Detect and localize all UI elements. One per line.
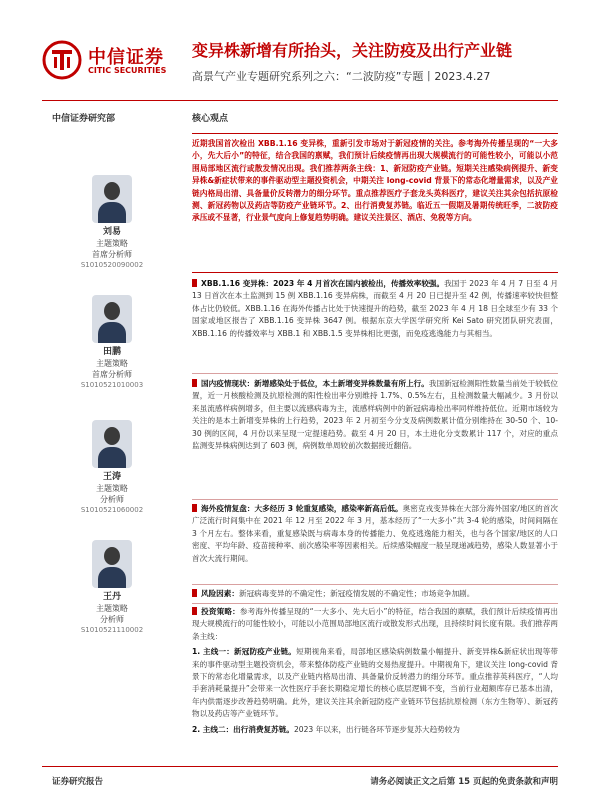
header-divider — [42, 100, 558, 101]
section-title: 核心观点 — [192, 114, 229, 124]
author-role: 主题策略 — [96, 484, 128, 493]
strategy-line-lead: 1. 主线一：新冠防疫产业链。 — [192, 647, 297, 657]
bullet-marker — [192, 589, 197, 597]
department-label: 中信证券研究部 — [52, 114, 116, 124]
paragraph-body: 奥密克戎变异株在大部分海外国家/地区的首次广泛流行时间集中在 2021 年 12 月至 2022 年 3 月，基本经历了“一大多小”共 3-4 轮的感染，时间间隔在 3 个月左右。整体来看，重复感染既与病毒本身的传播能力、免疫逃逸能力相关，也与各个国家/地区的人口密度、平均年龄、疫苗接种率、前次感染率等因素相关。后续感染幅度一般呈现递减趋势，感染人数显著小于首次大流行期间。 — [192, 504, 558, 563]
author-name: 王涛 — [102, 472, 121, 482]
paragraph-body: 参考海外传播呈现的“一大多小、先大后小”的特征，结合我国的禀赋，我们预计后续疫情再出现大规模流行的可能性较小，可能以小范围局部地区流行或散发形式出现，且持续时间长度有限。我们推荐两条主线： — [192, 607, 558, 641]
report-header — [0, 0, 600, 108]
paragraph-divider — [192, 584, 558, 585]
paragraph-risk — [192, 588, 558, 600]
footer-disclaimer: 请务必阅读正文之后第 15 页起的免责条款和声明 — [370, 777, 558, 787]
paragraph-lead: 投资策略： — [201, 607, 240, 616]
paragraph-lead: XBB.1.16 变异株：2023 年 4 月首次在国内被检出，传播效率较强。 — [201, 279, 445, 288]
bullet-marker — [192, 379, 197, 387]
author-name: 刘易 — [102, 227, 121, 237]
footer-report-type: 证券研究报告 — [52, 777, 104, 787]
citic-logo — [42, 40, 192, 80]
paragraph-domestic — [192, 378, 558, 452]
core-summary: 近期我国首次检出 XBB.1.16 变异株，重新引发市场对于新冠疫情的关注。参考海外传播呈现的“一大多小，先大后小”的特征，结合我国的禀赋，我们预计后续疫情再出现大规模流行的可能性较小，可能以小范围局部地区流行或散发情况出现。我们推荐两条主线：1、新冠防疫产业链。短期关注感染病例提升、新变异株&新症状带来的事件驱动型主题投资机会，中期关注 long-covid 背景下的常态化增量需求，以及产业链内格局出清、具备量价反转潜力的细分环节。重点推荐医疗子套龙头英科医疗，建议关注其余包括抗原检测、新冠药物以及药店等防疫产业链环节。2、出行消费复苏链。临近五一假期及暑期传统旺季，二波防疫承压或不显著，行业景气度向上修复趋势明确。建议关注景区、酒店、免税等方向。 — [192, 133, 558, 273]
report-subtitle: 高景气产业专题研究系列之六：“二波防疫”专题丨2023.4.27 — [192, 70, 491, 83]
avatar — [92, 175, 132, 223]
logo-cn-text: 中信证券 — [88, 47, 164, 68]
avatar — [92, 420, 132, 468]
paragraph-divider — [192, 499, 558, 500]
strategy-line-lead: 2. 主线二：出行消费复苏链。 — [192, 724, 294, 734]
strategy-line-2 — [192, 724, 558, 736]
report-title: 变异株新增有所抬头，关注防疫及出行产业链 — [192, 41, 513, 60]
author-title: 首席分析师 — [92, 370, 132, 379]
paragraph-body: 新冠病毒变异的不确定性；新冠疫情发展的不确定性；市场竞争加剧。 — [238, 589, 475, 598]
avatar — [92, 540, 132, 588]
paragraph-divider — [192, 373, 558, 374]
author-role: 主题策略 — [96, 359, 128, 368]
paragraph-strategy — [192, 606, 558, 736]
author-name: 田鹏 — [102, 347, 121, 357]
author-card — [52, 175, 172, 270]
paragraph-overseas — [192, 503, 558, 565]
author-title: 首席分析师 — [92, 250, 132, 259]
author-title: 分析师 — [100, 495, 124, 504]
paragraph-body: 我国于 2023 年 4 月 7 日至 4 月 13 日首次在本土监测到 15 例 XBB.1.16 变异病株，而截至 4 月 20 日已提升至 42 例，传播速率较快但整体占比仍较低。XBB.1.16 在海外传播占比处于快速提升的趋势，截至 2023 年 4 月 18 日全球至少有 33 个国家或地区报告了 XBB.1.16 变异株 3647 例。根据东京大学医学研究所 Kei Sato 研究团队研究表面，XBB.1.16 的传播效率与 XBB.1 和 XBB.1.5 变异株相比更强，而免疫逃逸能力与其相当。 — [192, 279, 558, 338]
avatar — [92, 295, 132, 343]
author-title: 分析师 — [100, 615, 124, 624]
strategy-line-body: 2023 年以来，出行链各环节逐步复苏大趋势较为 — [293, 724, 460, 734]
author-role: 主题策略 — [96, 604, 128, 613]
author-name: 王丹 — [102, 592, 121, 602]
footer-divider — [42, 766, 558, 767]
paragraph-lead: 国内疫情现状：新增感染处于低位，本土新增变异株数量有所上行。 — [201, 379, 429, 388]
author-id: S1010521110002 — [80, 626, 144, 634]
citic-emblem-icon — [42, 40, 82, 80]
author-card — [52, 540, 172, 635]
author-card — [52, 420, 172, 515]
strategy-line-body: 短期视角来看，局部地区感染病例数量小幅提升、新变异株&新症状出现等带来的事件驱动型主题投资机会，带来整体防疫产业链的交易热度提升。中期视角下，建议关注 long-covid 背景下的常态化增量需求，以及产业链内格局出清、具备量价反转潜力的细分环节。重点推荐英科医疗，“人均手套消耗量提升”会带来一次性医疗手套长期稳定增长的核心底层逻辑不变，当前行业超额库存已基本出清，年内供需逐步改善趋势明确。此外，建议关注其余新冠防疫产业链环节包括抗原检测（东方生物等）、新冠药物以及药店等产业链环节。 — [192, 647, 559, 719]
paragraph-divider — [192, 603, 558, 604]
bullet-marker — [192, 607, 197, 615]
paragraph-body: 我国新冠检测阳性数量当前处于较低位置，近一月核酸检测及抗原检测的阳性检出率分别维持 1.7%、0.5%左右，且检测数量大幅减少。3 月份以来虽流感样病例增多，但主要以流感病毒为主，流感样病例中的新冠病毒检出率同样维持低位。近期市场较为关注的是本土新增变异株的上行趋势，2023 年 2 月初至今分支及病例数累计值分别维持在 30-50 个、10-30 例的区间，4 月份以来呈现一定提速趋势。截至 4 月 20 日，本土进化分支数累计 117 个，对应的重点监测变异株病例达到了 603 例，病例数单周较前次数据接近翻倍。 — [192, 379, 558, 451]
bullet-marker — [192, 504, 197, 512]
author-id: S1010521010003 — [80, 381, 144, 389]
paragraph-lead: 风险因素： — [201, 589, 239, 598]
author-card — [52, 295, 172, 390]
bullet-marker — [192, 279, 197, 287]
logo-en-text: CITIC SECURITIES — [88, 66, 167, 75]
author-id: S1010520090002 — [80, 261, 144, 269]
strategy-line-1 — [192, 646, 558, 720]
paragraph-xbb — [192, 278, 558, 340]
author-id: S1010521060002 — [80, 506, 144, 514]
paragraph-lead: 海外疫情复盘：大多经历 3 轮重复感染，感染率新高后低。 — [201, 504, 403, 513]
author-role: 主题策略 — [96, 239, 128, 248]
